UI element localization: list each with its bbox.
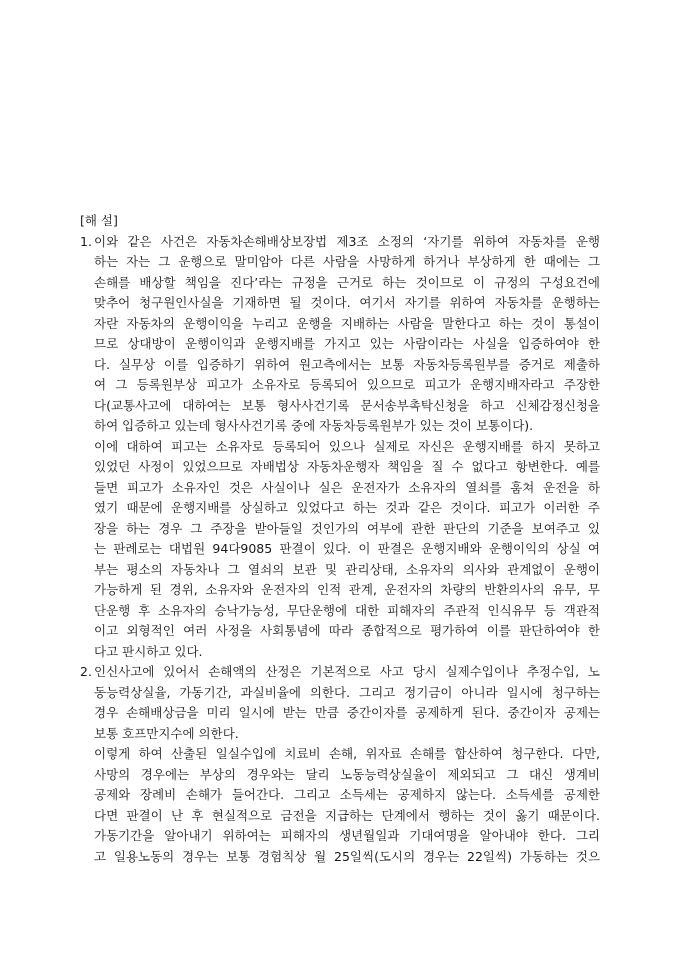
text-line: 다. 실무상 이를 입증하기 위하여 원고측에서는 보통 자동차등록원부를 증거로 제출하 <box>94 356 600 372</box>
text-line: 공제와 장례비 손해가 들어간다. 그리고 소득세는 공제하지 않는다. 소득세를 공제한 <box>94 787 600 802</box>
text-line: 는 판례로는 대법원 94다9085 판결이 있다. 이 판결은 운행지배와 운행이익의 상실 여 <box>94 541 600 556</box>
paragraph-body <box>94 232 600 663</box>
text-line: 고 일용노동의 경우는 보통 경험칙상 월 25일씩(도시의 경우는 22일씩) 가동하는 것으 <box>94 848 600 864</box>
text-line: 이렇게 하여 산출된 일실수입에 치료비 손해, 위자료 손해를 합산하여 청구한다. 다만, <box>94 746 600 761</box>
text-line: 여 그 등록원부상 피고가 소유자로 등록되어 있으므로 피고가 운행지배자라고 주장한 <box>94 377 600 392</box>
text-line: 자란 자동차의 운행이익을 누리고 운행을 지배하는 사람을 말한다고 하는 것이 통설이 <box>94 315 600 331</box>
text-line: 들면 피고가 소유자인 것은 사실이나 실은 운전자가 소유자의 열쇠를 훔쳐 운전을 하 <box>94 479 600 495</box>
commentary-section <box>80 211 600 867</box>
text-line: 동능력상실율, 가동기간, 과실비율에 의한다. 그리고 정기금이 아니라 일시에 청구하는 <box>94 684 600 700</box>
text-line: 사망의 경우에는 부상의 경우와는 달리 노동능력상실율이 제외되고 그 대신 생계비 <box>94 766 600 782</box>
text-line: 손해를 배상할 책임을 진다’라는 규정을 근거로 하는 것이므로 이 규정의 구성요건에 <box>94 274 600 290</box>
text-line: 있었던 사정이 있었으므로 자배법상 자동차운행자 책임을 질 수 없다고 항변한다. 예를 <box>94 459 600 474</box>
paragraph-number: 1. <box>80 233 92 249</box>
text-line: 므로 상대방이 운행이익과 운행지배를 가지고 있는 사람이라는 사실을 입증하여야 한 <box>94 336 600 351</box>
text-line: 이에 대하여 피고는 소유자로 등록되어 있으나 실제로 자신은 운행지배를 하지 못하고 <box>94 438 600 454</box>
numbered-paragraph-2 <box>80 662 600 867</box>
text-line: 경우 손해배상금을 미리 일시에 받는 만큼 중간이자를 공제하게 된다. 중간이자 공제는 <box>94 705 600 720</box>
text-line: 하여 입증하고 있는데 형사사건기록 중에 자동차등록원부가 있는 것이 보통이다). <box>94 418 534 433</box>
text-line: 가능하게 된 경위, 소유자와 운전자의 인적 관계, 운전자의 차량의 반환의사의 유무, 무 <box>94 582 600 597</box>
paragraph-body <box>94 662 600 867</box>
text-line: 맞추어 청구원인사실을 기재하면 될 것이다. 여기서 자기를 위하여 자동차를 운행하는 <box>94 295 600 310</box>
text-line: 인신사고에 있어서 손해액의 산정은 기본적으로 사고 당시 실제수입이나 추정수입, 노 <box>94 664 600 679</box>
text-line: 단운행 후 소유자의 승낙가능성, 무단운행에 대한 피해자의 주관적 인식유무 등 객관적 <box>94 602 600 618</box>
text-line: 가동기간을 알아내기 위하여는 피해자의 생년월일과 기대여명을 알아내야 한다. 그리 <box>94 828 600 843</box>
text-line: 다면 판결이 난 후 현실적으로 금전을 지급하는 단계에서 행하는 것이 옳기 때문이다. <box>94 807 600 823</box>
text-line: 였기 때문에 운행지배를 상실하고 있었다고 하는 것과 같은 것이다. 피고가 이러한 주 <box>94 500 600 515</box>
text-line: 이고 외형적인 여러 사정을 사회통념에 따라 종합적으로 평가하여 이를 판단하여야 한 <box>94 623 600 638</box>
paragraph-number: 2. <box>80 664 92 679</box>
numbered-paragraph-1 <box>80 232 600 663</box>
text-line: 다고 판시하고 있다. <box>94 643 203 659</box>
text-line: 보통 호프만지수에 의한다. <box>94 725 239 741</box>
text-line: 다(교통사고에 대하여는 보통 형사사건기록 문서송부촉탁신청을 하고 신체감정신청을 <box>94 397 600 413</box>
text-line: 장을 하는 경우 그 주장을 받아들일 것인가의 여부에 관한 판단의 기준을 보여주고 있 <box>94 520 600 536</box>
text-line: 하는 자는 그 운행으로 말미암아 다른 사람을 사망하게 하거나 부상하게 한 때에는 그 <box>94 254 600 269</box>
section-heading: [해 설] <box>80 213 118 228</box>
text-line: 부는 평소의 자동차나 그 열쇠의 보관 및 관리상태, 소유자의 의사와 관계없이 운행이 <box>94 561 600 577</box>
text-line: 이와 같은 사건은 자동차손해배상보장법 제3조 소정의 ‘자기를 위하여 자동차를 운행 <box>94 233 600 249</box>
